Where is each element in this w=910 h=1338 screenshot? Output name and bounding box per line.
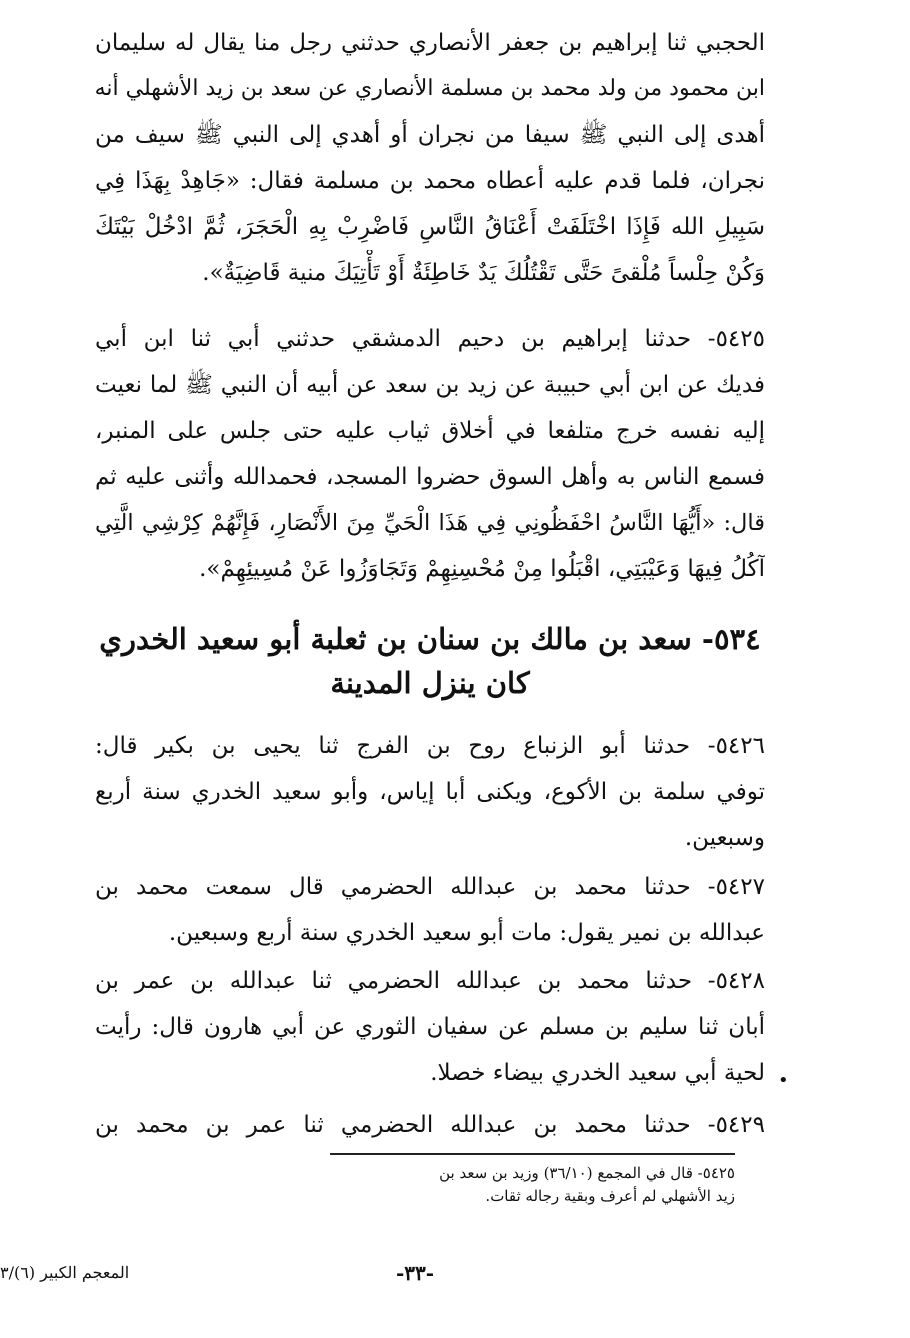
text-line: نجران، فلما قدم عليه أعطاه محمد بن مسلمة فقال: «جَاهِدْ بِهَذَا فِي — [95, 168, 765, 194]
text-line: وسبعين. — [684, 825, 765, 851]
text-line: عبدالله بن نمير يقول: مات أبو سعيد الخدري سنة أربع وسبعين. — [168, 920, 765, 946]
hadith-5426 — [95, 723, 765, 861]
footnote-line: ٥٤٢٥- قال في المجمع (٣٦/١٠) وزيد بن سعد بن — [439, 1164, 735, 1182]
heading-line: ٥٣٤- سعد بن مالك بن سنان بن ثعلبة أبو سعيد الخدري — [99, 622, 761, 656]
margin-mark: • — [778, 1070, 789, 1091]
text-line: توفي سلمة بن الأكوع، ويكنى أبا إياس، وأبو سعيد الخدري سنة أربع — [95, 779, 765, 805]
footnote-line: زيد الأشهلي لم أعرف وبقية رجاله ثقات. — [485, 1187, 735, 1205]
text-line: سَبِيلِ الله فَإِذَا اخْتَلَفَتْ أَعْنَاقُ النَّاسِ فَاضْرِبْ بِهِ الْحَجَرَ، ثُمَّ ادْخُلْ بَيْتَكَ — [95, 214, 765, 240]
running-footer: المعجم الكبير (٦)/٣ — [0, 1263, 130, 1282]
paragraph-continuation — [95, 20, 765, 296]
hadith-5427 — [95, 864, 765, 956]
text-line: ٥٤٢٨- حدثنا محمد بن عبدالله الحضرمي ثنا عبدالله بن عمر بن — [95, 968, 765, 994]
text-line: وَكُنْ حِلْساً مُلْقىً حَتَّى تَقْتُلُكَ يَدٌ خَاطِئَةٌ أَوْ تَأْتِيَكَ منية قَاضِيَةٌ». — [202, 260, 765, 286]
text-line: آكُلُ فِيهَا وَعَيْبَتِي، اقْبَلُوا مِنْ مُحْسِنِهِمْ وَتَجَاوَزُوا عَنْ مُسِيئِهِمْ». — [199, 556, 765, 582]
text-line: قال: «أَيُّهَا النَّاسُ احْفَظُونِي فِي هَذَا الْحَيِّ مِنَ الأَنْصَارِ، فَإِنَّهُمْ كِرْشِي الَّتِي — [95, 510, 765, 536]
hadith-5428 — [95, 958, 765, 1096]
text-line: ٥٤٢٥- حدثنا إبراهيم بن دحيم الدمشقي حدثني أبي ثنا ابن أبي — [95, 326, 765, 352]
text-line: لحية أبي سعيد الخدري بيضاء خصلا. — [430, 1060, 765, 1086]
footnote-divider — [330, 1153, 735, 1155]
text-line: فديك عن ابن أبي حبيبة عن زيد بن سعد عن أبيه أن النبي ﷺ لما نعيت — [95, 372, 765, 398]
text-line: الحجبي ثنا إبراهيم بن جعفر الأنصاري حدثني رجل منا يقال له سليمان — [95, 30, 765, 56]
text-line: ٥٤٢٧- حدثنا محمد بن عبدالله الحضرمي قال سمعت محمد بن — [95, 874, 765, 900]
footnote — [330, 1162, 735, 1208]
page-number: -٣٣- — [395, 1261, 435, 1285]
text-line: أهدى إلى النبي ﷺ سيفا من نجران أو أهدي إلى النبي ﷺ سيف من — [95, 122, 765, 148]
heading-line: كان ينزل المدينة — [330, 666, 530, 700]
hadith-5429 — [95, 1102, 765, 1148]
text-line: فسمع الناس به وأهل السوق حضروا المسجد، فحمدالله وأثنى عليه ثم — [95, 464, 765, 490]
hadith-5425 — [95, 316, 765, 592]
text-line: إليه نفسه خرج متلفعا في أخلاق ثياب عليه حتى جلس على المنبر، — [95, 418, 765, 444]
section-heading — [95, 617, 765, 705]
text-line: ٥٤٢٦- حدثنا أبو الزنباع روح بن الفرج ثنا يحيى بن بكير قال: — [95, 733, 765, 759]
text-line: ٥٤٢٩- حدثنا محمد بن عبدالله الحضرمي ثنا عمر بن محمد بن — [95, 1112, 765, 1138]
text-line: أبان ثنا سليم بن مسلم عن سفيان الثوري عن أبي هارون قال: رأيت — [95, 1014, 765, 1040]
text-line: ابن محمود من ولد محمد بن مسلمة الأنصاري عن سعد بن زيد الأشهلي أنه — [95, 76, 765, 101]
